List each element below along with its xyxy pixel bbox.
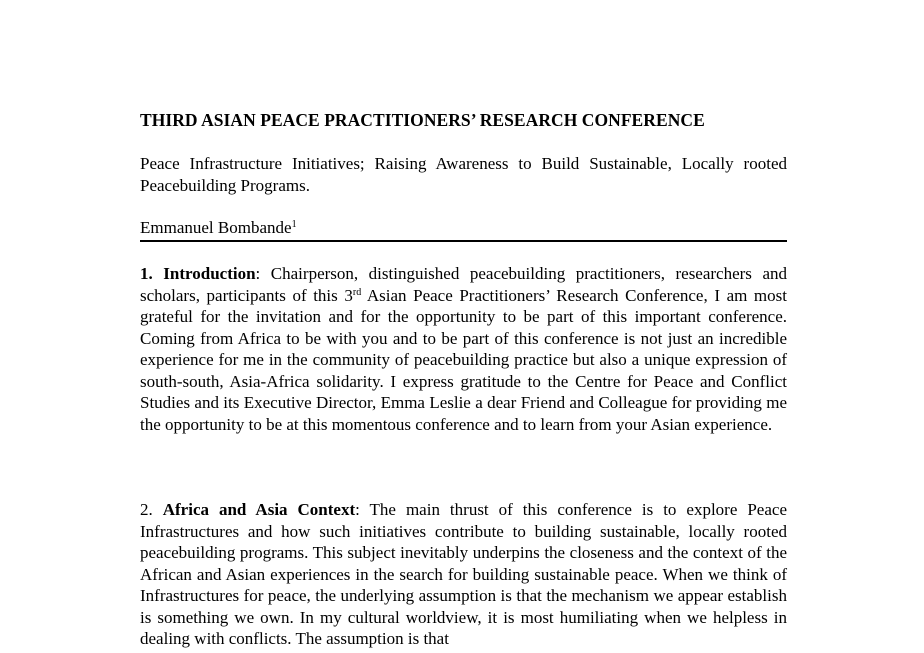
introduction-paragraph (140, 263, 787, 435)
introduction-text-part1: : Chairperson, distinguished peacebuilding practitioners, researchers and scholars, participants of this 3 (140, 264, 787, 305)
context-paragraph (140, 499, 787, 650)
section-heading-introduction (140, 264, 256, 283)
author-line (140, 217, 787, 242)
section-heading-context: Africa and Asia Context (162, 500, 356, 519)
section-heading-text: Introduction (163, 264, 256, 283)
document-title: THIRD ASIAN PEACE PRACTITIONERS’ RESEARCH CONFERENCE (140, 110, 705, 130)
section-number: 1. (140, 264, 164, 283)
author-name: Emmanuel Bombande (140, 218, 292, 237)
document-subtitle: Peace Infrastructure Initiatives; Raising Awareness to Build Sustainable, Locally rooted Peacebuilding Programs. (140, 154, 787, 195)
introduction-text-part2: Asian Peace Practitioners’ Research Conference, I am most grateful for the invitation and for the opportunity to be part of this important conference. Coming from Africa to be with you and to be part of this conference is not just an incredible experience for me in the community of peacebuilding practice but also a unique expression of south-south, Asia-Africa solidarity. I express gratitude to the Centre for Peace and Conflict Studies and its Executive Director, Emma Leslie a dear Friend and Colleague for providing me the opportunity to be at this momentous conference and to learn from your Asian experience. (140, 285, 787, 434)
context-text: : The main thrust of this conference is to explore Peace Infrastructures and how such initiatives contribute to building sustainable, locally rooted peacebuilding programs. This subject inevitably underpins the closeness and the context of the African and Asian experiences in the search for building sustainable peace. When we think of Infrastructures for peace, the underlying assumption is that the mechanism we appear establish is something we own. In my cultural worldview, it is most humiliating when we helpless in dealing with conflicts. The assumption is that (140, 500, 787, 648)
section-number: 2. (140, 500, 163, 519)
footnote-marker[interactable]: 1 (291, 219, 297, 230)
ordinal-suffix: rd (352, 286, 362, 298)
